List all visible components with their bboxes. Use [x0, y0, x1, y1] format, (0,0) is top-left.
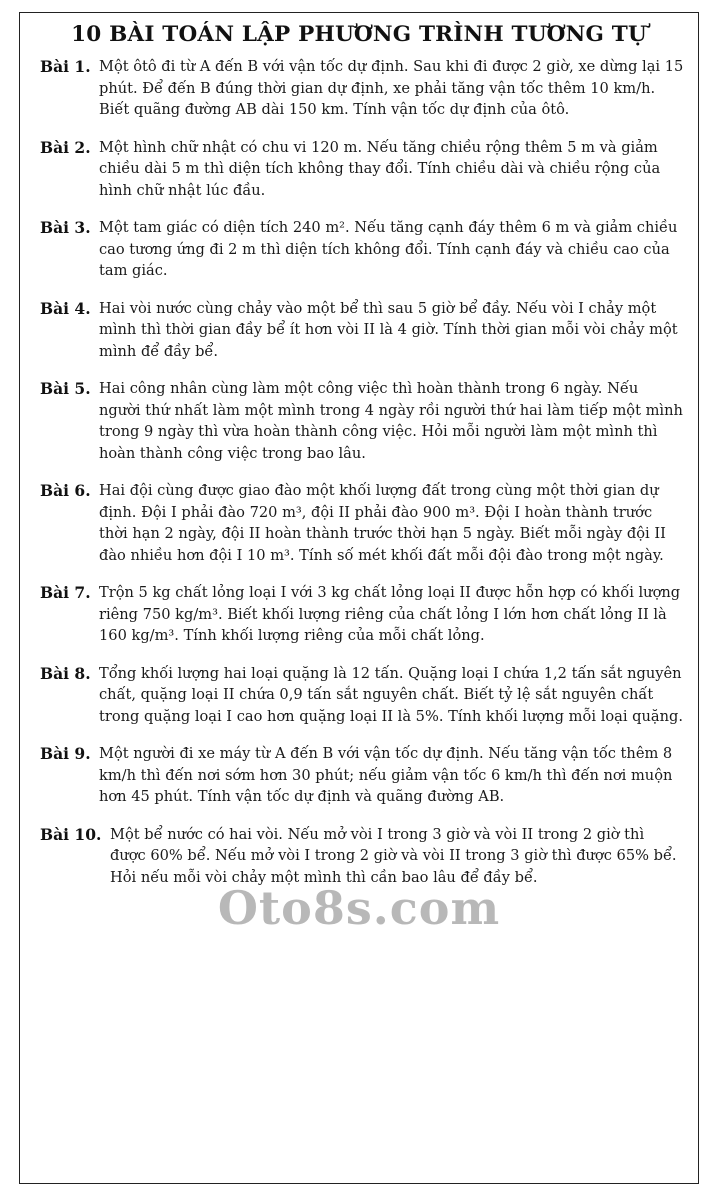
problem-number: Bài 4. — [40, 298, 91, 318]
problem-list — [20, 56, 698, 888]
problem-number: Bài 8. — [40, 663, 91, 683]
document-page — [19, 12, 699, 1184]
problem-number: Bài 1. — [40, 57, 91, 76]
problem-text: Trộn 5 kg chất lỏng loại I với 3 kg chất lỏng loại II được hỗn hợp có khối lượng riêng 750 kg/m³. Biết khối lượng riêng của chất lỏng I lớn hơn chất lỏng II là 160 kg/m³. Tính khối lượng riêng của mỗi chất lỏng. — [99, 584, 681, 644]
watermark-logo: Oto8s.com — [217, 881, 501, 935]
problem-text: Một bể nước có hai vòi. Nếu mở vòi I trong 3 giờ và vòi II trong 2 giờ thì được 60% bể. Nếu mở vòi I trong 2 giờ và vòi II trong 3 giờ thì được 65% bể. Hỏi nếu mỗi vòi chảy một mình thì cần bao lâu để đầy bể. — [110, 825, 677, 886]
problem-item — [40, 743, 684, 808]
problem-number: Bài 7. — [40, 583, 91, 602]
problem-item — [40, 824, 684, 889]
page-title: 10 BÀI TOÁN LẬP PHƯƠNG TRÌNH TƯƠNG TỰ — [71, 22, 647, 47]
problem-number: Bài 2. — [40, 137, 91, 157]
problem-text: Tổng khối lượng hai loại quặng là 12 tấn. Quặng loại I chứa 1,2 tấn sắt nguyên chất, quặng loại II chứa 0,9 tấn sắt nguyên chất. Biết tỷ lệ sắt nguyên chất trong quặng loại I cao hơn quặng loại II là 5%. Tính khối lượng mỗi loại quặng. — [99, 664, 684, 725]
problem-text: Một người đi xe máy từ A đến B với vận tốc dự định. Nếu tăng vận tốc thêm 8 km/h thì đến nơi sớm hơn 30 phút; nếu giảm vận tốc 6 km/h thì đến nơi muộn hơn 45 phút. Tính vận tốc dự định và quãng đường AB. — [99, 745, 673, 805]
problem-text: Một ôtô đi từ A đến B với vận tốc dự định. Sau khi đi được 2 giờ, xe dừng lại 15 phút. Để đến B đúng thời gian dự định, xe phải tăng vận tốc thêm 10 km/h. Biết quãng đường AB dài 150 km. Tính vận tốc dự định của ôtô. — [99, 58, 684, 118]
problem-text: Một tam giác có diện tích 240 m². Nếu tăng cạnh đáy thêm 6 m và giảm chiều cao tương ứng đi 2 m thì diện tích không đổi. Tính cạnh đáy và chiều cao của tam giác. — [99, 219, 678, 279]
problem-item — [40, 663, 684, 728]
problem-text: Hai vòi nước cùng chảy vào một bể thì sau 5 giờ bể đầy. Nếu vòi I chảy một mình thì thời gian đầy bể ít hơn vòi II là 4 giờ. Tính thời gian mỗi vòi chảy một mình để đầy bể. — [99, 299, 678, 360]
problem-item — [40, 582, 684, 647]
problem-text: Hai đội cùng được giao đào một khối lượng đất trong cùng một thời gian dự định. Đội I phải đào 720 m³, đội II phải đào 900 m³. Đội I hoàn thành trước thời hạn 2 ngày, đội II hoàn thành trước thời hạn 5 ngày. Biết mỗi ngày đội II đào nhiều hơn đội I 10 m³. Tính số mét khối đất mỗi đội đào trong một ngày. — [99, 482, 666, 564]
problem-item — [40, 217, 684, 282]
problem-item — [40, 480, 684, 566]
problem-text: Hai công nhân cùng làm một công việc thì hoàn thành trong 6 ngày. Nếu người thứ nhất làm một mình trong 4 ngày rồi người thứ hai làm tiếp một mình trong 9 ngày thì vừa hoàn thành công việc. Hỏi mỗi người làm một mình thì hoàn thành công việc trong bao lâu. — [99, 380, 683, 462]
problem-item — [40, 298, 684, 363]
problem-text: Một hình chữ nhật có chu vi 120 m. Nếu tăng chiều rộng thêm 5 m và giảm chiều dài 5 m thì diện tích không thay đổi. Tính chiều dài và chiều rộng của hình chữ nhật lúc đầu. — [99, 138, 661, 199]
problem-number: Bài 9. — [40, 744, 91, 763]
problem-number: Bài 6. — [40, 481, 91, 500]
problem-number: Bài 5. — [40, 379, 91, 398]
problem-number: Bài 3. — [40, 218, 91, 237]
problem-item — [40, 378, 684, 464]
problem-number: Bài 10. — [40, 824, 102, 844]
problem-item — [40, 56, 684, 121]
problem-item — [40, 137, 684, 202]
